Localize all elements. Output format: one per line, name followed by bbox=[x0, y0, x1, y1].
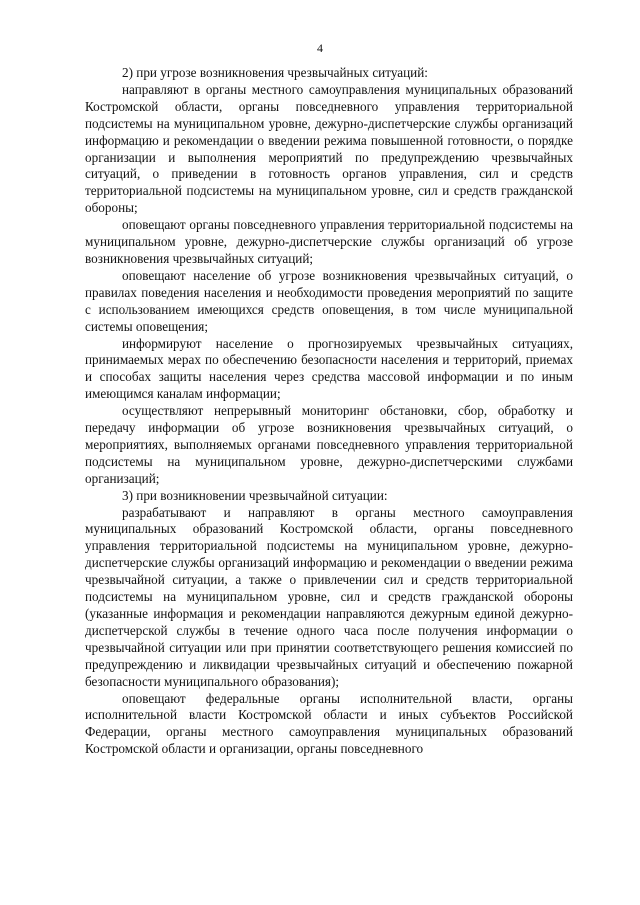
paragraph: информируют население о прогнозируемых чрезвычайных ситуациях, принимаемых мерах по обеспечению безопасности населения и территорий, приемах и способах защиты населения через средства массовой информации и по иным имеющимся каналам информации; bbox=[85, 335, 573, 402]
paragraph: оповещают органы повседневного управления территориальной подсистемы на муниципальном уровне, дежурно-диспетчерские службы организаций об угрозе возникновения чрезвычайных ситуаций; bbox=[85, 217, 573, 266]
paragraph: оповещают население об угрозе возникновения чрезвычайных ситуаций, о правилах поведения населения и необходимости проведения мероприятий по защите с использованием имеющихся средств оповещения, в том числе муниципальной системы оповещения; bbox=[85, 267, 573, 334]
paragraph: оповещают федеральные органы исполнительной власти, органы исполнительной власти Костромской области и иных субъектов Российской Федерации, органы местного самоуправления муниципальных образований Костромской области и организации, органы повседневного bbox=[85, 690, 573, 757]
paragraph: разрабатывают и направляют в органы местного самоуправления муниципальных образований Костромской области, органы повседневного управления территориальной подсистемы на муниципальном уровне, дежурно-диспетчерские службы организаций информацию и рекомендации о введении режима чрезвычайной ситуации, а также о привлечении сил и средств территориальной подсистемы на муниципальном уровне, сил и средств гражданской обороны (указанные информация и рекомендации направляются дежурным единой дежурно-диспетчерской службы в течение одного часа после получения информации о чрезвычайной ситуации или при принятии соответствующего решения комиссией по предупреждению и ликвидации чрезвычайных ситуаций и обеспечению пожарной безопасности муниципального образования); bbox=[85, 504, 573, 689]
paragraph: осуществляют непрерывный мониторинг обстановки, сбор, обработку и передачу информации об угрозе возникновения чрезвычайных ситуаций, о мероприятиях, выполняемых органами повседневного управления территориальной подсистемы на муниципальном уровне, дежурно-диспетчерскими службами организаций; bbox=[85, 403, 573, 486]
paragraph: направляют в органы местного самоуправления муниципальных образований Костромской области, органы повседневного управления территориальной подсистемы на муниципальном уровне, дежурно-диспетчерские службы организаций информацию и рекомендации о введении режима повышенной готовности, о порядке организации и выполнения мероприятий по предупреждению чрезвычайных ситуаций, о приведении в готовность органов управления, сил и средств территориальной подсистемы на муниципальном уровне, сил и средств гражданской обороны; bbox=[85, 81, 573, 216]
paragraph-2-heading: 2) при угрозе возникновения чрезвычайных ситуаций: bbox=[122, 65, 428, 80]
paragraph-3-heading: 3) при возникновении чрезвычайной ситуации: bbox=[122, 487, 388, 503]
page-number: 4 bbox=[317, 41, 323, 55]
document-body bbox=[85, 65, 573, 758]
